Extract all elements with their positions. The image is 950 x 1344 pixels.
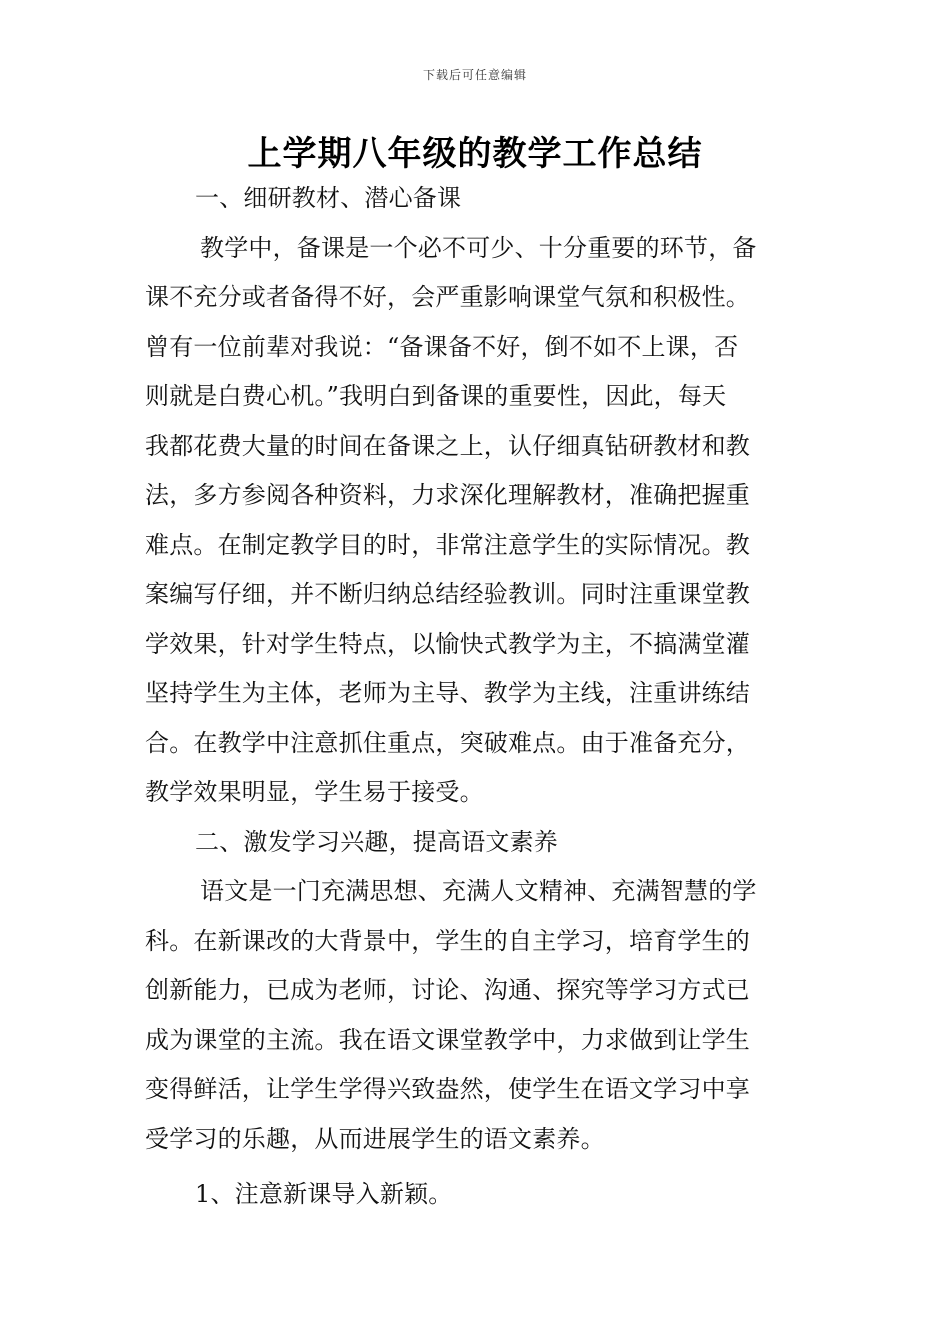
paragraph-line: 曾有一位前辈对我说：“备课备不好，倒不如不上课，否 <box>145 332 739 361</box>
paragraph-line: 科。在新课改的大背景中，学生的自主学习，培育学生的 <box>145 926 750 955</box>
download-note: 下载后可任意编辑 <box>422 68 527 82</box>
paragraph-line: 教学中，备课是一个必不可少、十分重要的环节，备 <box>200 233 757 262</box>
paragraph-line: 语文是一门充满思想、充满人文精神、充满智慧的学 <box>200 877 757 905</box>
section-heading-1: 一、细研教材、潜心备课 <box>195 184 462 212</box>
document-title: 上学期八年级的教学工作总结 <box>247 134 703 174</box>
paragraph-line: 难点。在制定教学目的时，非常注意学生的实际情况。教 <box>145 530 750 559</box>
document-body <box>145 174 810 1220</box>
paragraph-line: 坚持学生为主体，老师为主导、教学为主线，注重讲练结 <box>145 679 750 707</box>
section-heading-2: 二、激发学习兴趣，提高语文素养 <box>195 827 558 856</box>
paragraph-line: 合。在教学中注意抓住重点，突破难点。由于准备充分， <box>145 728 750 757</box>
paragraph-line: 学效果，针对学生特点，以愉快式教学为主，不搞满堂灌 <box>145 629 750 658</box>
paragraph-line: 受学习的乐趣，从而进展学生的语文素养。 <box>145 1124 605 1153</box>
paragraph-line: 案编写仔细，并不断归纳总结经验教训。同时注重课堂教 <box>145 580 750 608</box>
list-item-1: 1、注意新课导入新颖。 <box>195 1180 453 1208</box>
paragraph-line: 成为课堂的主流。我在语文课堂教学中，力求做到让学生 <box>145 1025 750 1054</box>
paragraph-line: 则就是白费心机。”我明白到备课的重要性，因此，每天 <box>145 382 727 410</box>
paragraph-line: 教学效果明显，学生易于接受。 <box>145 778 484 806</box>
paragraph-line: 课不充分或者备得不好，会严重影响课堂气氛和积极性。 <box>145 283 750 311</box>
paragraph-line: 法，多方参阅各种资料，力求深化理解教材，准确把握重 <box>145 481 750 509</box>
paragraph-line: 变得鲜活，让学生学得兴致盎然，使学生在语文学习中享 <box>145 1075 750 1103</box>
paragraph-line: 我都花费大量的时间在备课之上，认仔细真钻研教材和教 <box>145 431 750 460</box>
paragraph-line: 创新能力，已成为老师，讨论、沟通、探究等学习方式已 <box>145 976 750 1004</box>
